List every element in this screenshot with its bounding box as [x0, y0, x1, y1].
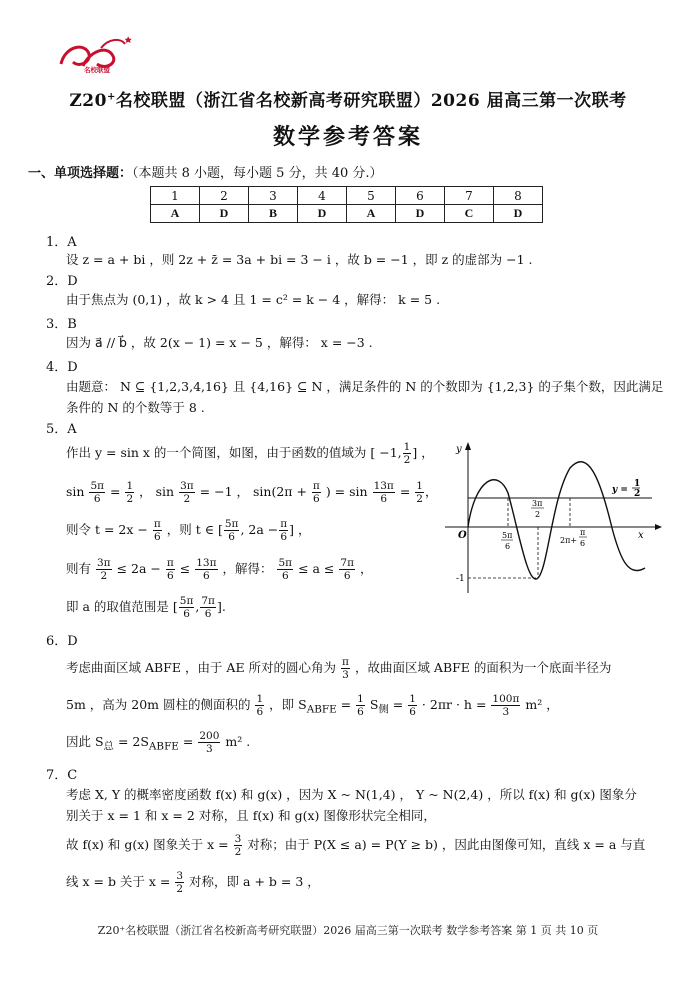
table-cell: D: [298, 205, 347, 223]
half-label: y =: [612, 485, 628, 495]
table-cell: 4: [298, 187, 347, 205]
minus-one-label: -1: [456, 574, 465, 584]
question-7-label: 7．C: [46, 768, 78, 783]
half-frac-num: 1: [634, 479, 641, 489]
question-5-text-1: 作出 y = sin x 的一个简图，如图，由于函数的值域为 [ −1, $\frac{1}{2}$ ] ，: [66, 441, 434, 466]
question-4-label: 4．D: [46, 360, 78, 375]
answer-table: [150, 186, 543, 223]
question-7-text-4: 线 x = b 关于 x = $\frac{3}{2}$ 对称，即 a + b = 3 ，: [66, 870, 320, 895]
question-5-text-2: sin $\frac{5\pi}{6}$ = $\frac{1}{2}$ ， sin $\frac{3\pi}{2}$ = −1 ， sin(2π + $\frac{\pi}{6}$ ) = sin $\frac{13\pi}{6}$ = $\frac{1}{2}$ ，: [66, 480, 438, 505]
question-5-text-5: 即 a 的取值范围是 [ $\frac{5\pi}{6}$ , $\frac{7\pi}{6}$ ].: [66, 595, 226, 620]
question-6-text-2: 5m ，高为 20m 圆柱的侧面积的 $\frac{1}{6}$ ，即 $S_{ABFE}$ = $\frac{1}{6}$ $S_侧$ = $\frac{1}{6}$ · 2πr · h = $\frac{100\pi}{3}$ m² ，: [66, 693, 559, 718]
question-7-text-3: 故 f(x) 和 g(x) 图象关于 x = $\frac{3}{2}$ 对称；由于 P(X ≤ a) = P(Y ≥ b) ，因此由图像可知，直线 x = a 与直: [66, 833, 646, 858]
question-2-label: 2．D: [46, 274, 78, 289]
tick-2pi-num: π: [580, 528, 586, 537]
question-6-label: 6．D: [46, 634, 78, 649]
table-cell: D: [494, 205, 543, 223]
question-4-text-1: 由题意： N ⊆ {1,2,3,4,16} 且 {4,16} ⊆ N ，满足条件的 N 的个数即为 {1,2,3} 的子集个数，因此满足: [66, 379, 664, 394]
table-cell: 3: [249, 187, 298, 205]
sine-graph: [440, 438, 670, 598]
table-cell: 5: [347, 187, 396, 205]
x-axis-label: x: [638, 530, 644, 541]
x-axis-arrow-icon: [655, 524, 662, 530]
y-axis-label: y: [456, 444, 462, 455]
page-subtitle: 数学参考答案: [272, 124, 423, 150]
tick-3pi2-den: 2: [535, 510, 541, 519]
table-cell: C: [445, 205, 494, 223]
table-cell: 7: [445, 187, 494, 205]
tick-3pi2-num: 3π: [532, 499, 543, 508]
tick-5pi6-den: 6: [505, 542, 511, 551]
question-6-text-1: 考虑曲面区域 ABFE ，由于 AE 所对的圆心角为 $\frac{\pi}{3}$ ，故曲面区域 ABFE 的面积为一个底面半径为: [66, 656, 612, 681]
table-cell: 2: [200, 187, 249, 205]
half-frac-den: 2: [634, 489, 641, 499]
table-cell: 6: [396, 187, 445, 205]
page-title: Z20+名校联盟（浙江省名校新高考研究联盟）2026 届高三第一次联考: [69, 91, 627, 111]
table-cell: 1: [151, 187, 200, 205]
question-4-text-2: 条件的 N 的个数等于 8 .: [66, 400, 205, 415]
question-5-label: 5．A: [46, 422, 77, 437]
question-6-text-3: 因此 $S_总 = 2S_{ABFE}$ = $\frac{200}{3}$ m² .: [66, 730, 251, 755]
section-heading: 一、单项选择题：（本题共 8 小题，每小题 5 分，共 40 分.）: [28, 166, 383, 181]
table-cell: A: [347, 205, 396, 223]
question-3-label: 3．B: [46, 317, 77, 332]
origin-label: O: [458, 530, 467, 541]
question-5-text-4: 则有 $\frac{3\pi}{2}$ ≤ 2a − $\frac{\pi}{6}$ ≤ $\frac{13\pi}{6}$ ，解得： $\frac{5\pi}{6}$ ≤ a ≤ $\frac{7\pi}{6}$ ，: [66, 557, 373, 582]
table-cell: 8: [494, 187, 543, 205]
logo-text: 名校联盟: [84, 66, 110, 74]
question-1-text: 设 z = a + bi ，则 2z + z̄ = 3a + bi = 3 − i ，故 b = −1 ，即 z 的虚部为 −1 .: [66, 252, 533, 267]
y-axis-arrow-icon: [465, 442, 471, 450]
table-row-answers: [151, 205, 543, 223]
table-cell: D: [200, 205, 249, 223]
page-footer: Z20⁺名校联盟（浙江省名校新高考研究联盟）2026 届高三第一次联考 数学参考答案 第 1 页 共 10 页: [97, 924, 599, 937]
question-3-text: 因为 a⃗ // b⃗ ，故 2(x − 1) = x − 5 ，解得： x = −3 .: [66, 335, 373, 350]
question-7-text-1: 考虑 X, Y 的概率密度函数 f(x) 和 g(x) ，因为 X ~ N(1,4) ， Y ~ N(2,4) ，所以 f(x) 和 g(x) 图象分: [66, 787, 637, 802]
table-cell: A: [151, 205, 200, 223]
question-2-text: 由于焦点为 (0,1) ，故 k > 4 且 1 = c² = k − 4 ，解得： k = 5 .: [66, 292, 441, 307]
tick-2pi-den: 6: [580, 539, 586, 548]
tick-5pi6-num: 5π: [502, 531, 513, 540]
table-row-numbers: [151, 187, 543, 205]
question-5-text-3: 则令 t = 2x − $\frac{\pi}{6}$ ，则 t ∈ [ $\frac{5\pi}{6}$ , 2a − $\frac{\pi}{6}$ ] ，: [66, 518, 311, 543]
question-1-label: 1．A: [46, 235, 77, 250]
question-7-text-2: 别关于 x = 1 和 x = 2 对称，且 f(x) 和 g(x) 图像形状完全相同，: [66, 808, 436, 823]
tick-2pi-prefix: 2π+: [560, 536, 578, 545]
sine-curve: [468, 462, 645, 579]
table-cell: D: [396, 205, 445, 223]
table-cell: B: [249, 205, 298, 223]
